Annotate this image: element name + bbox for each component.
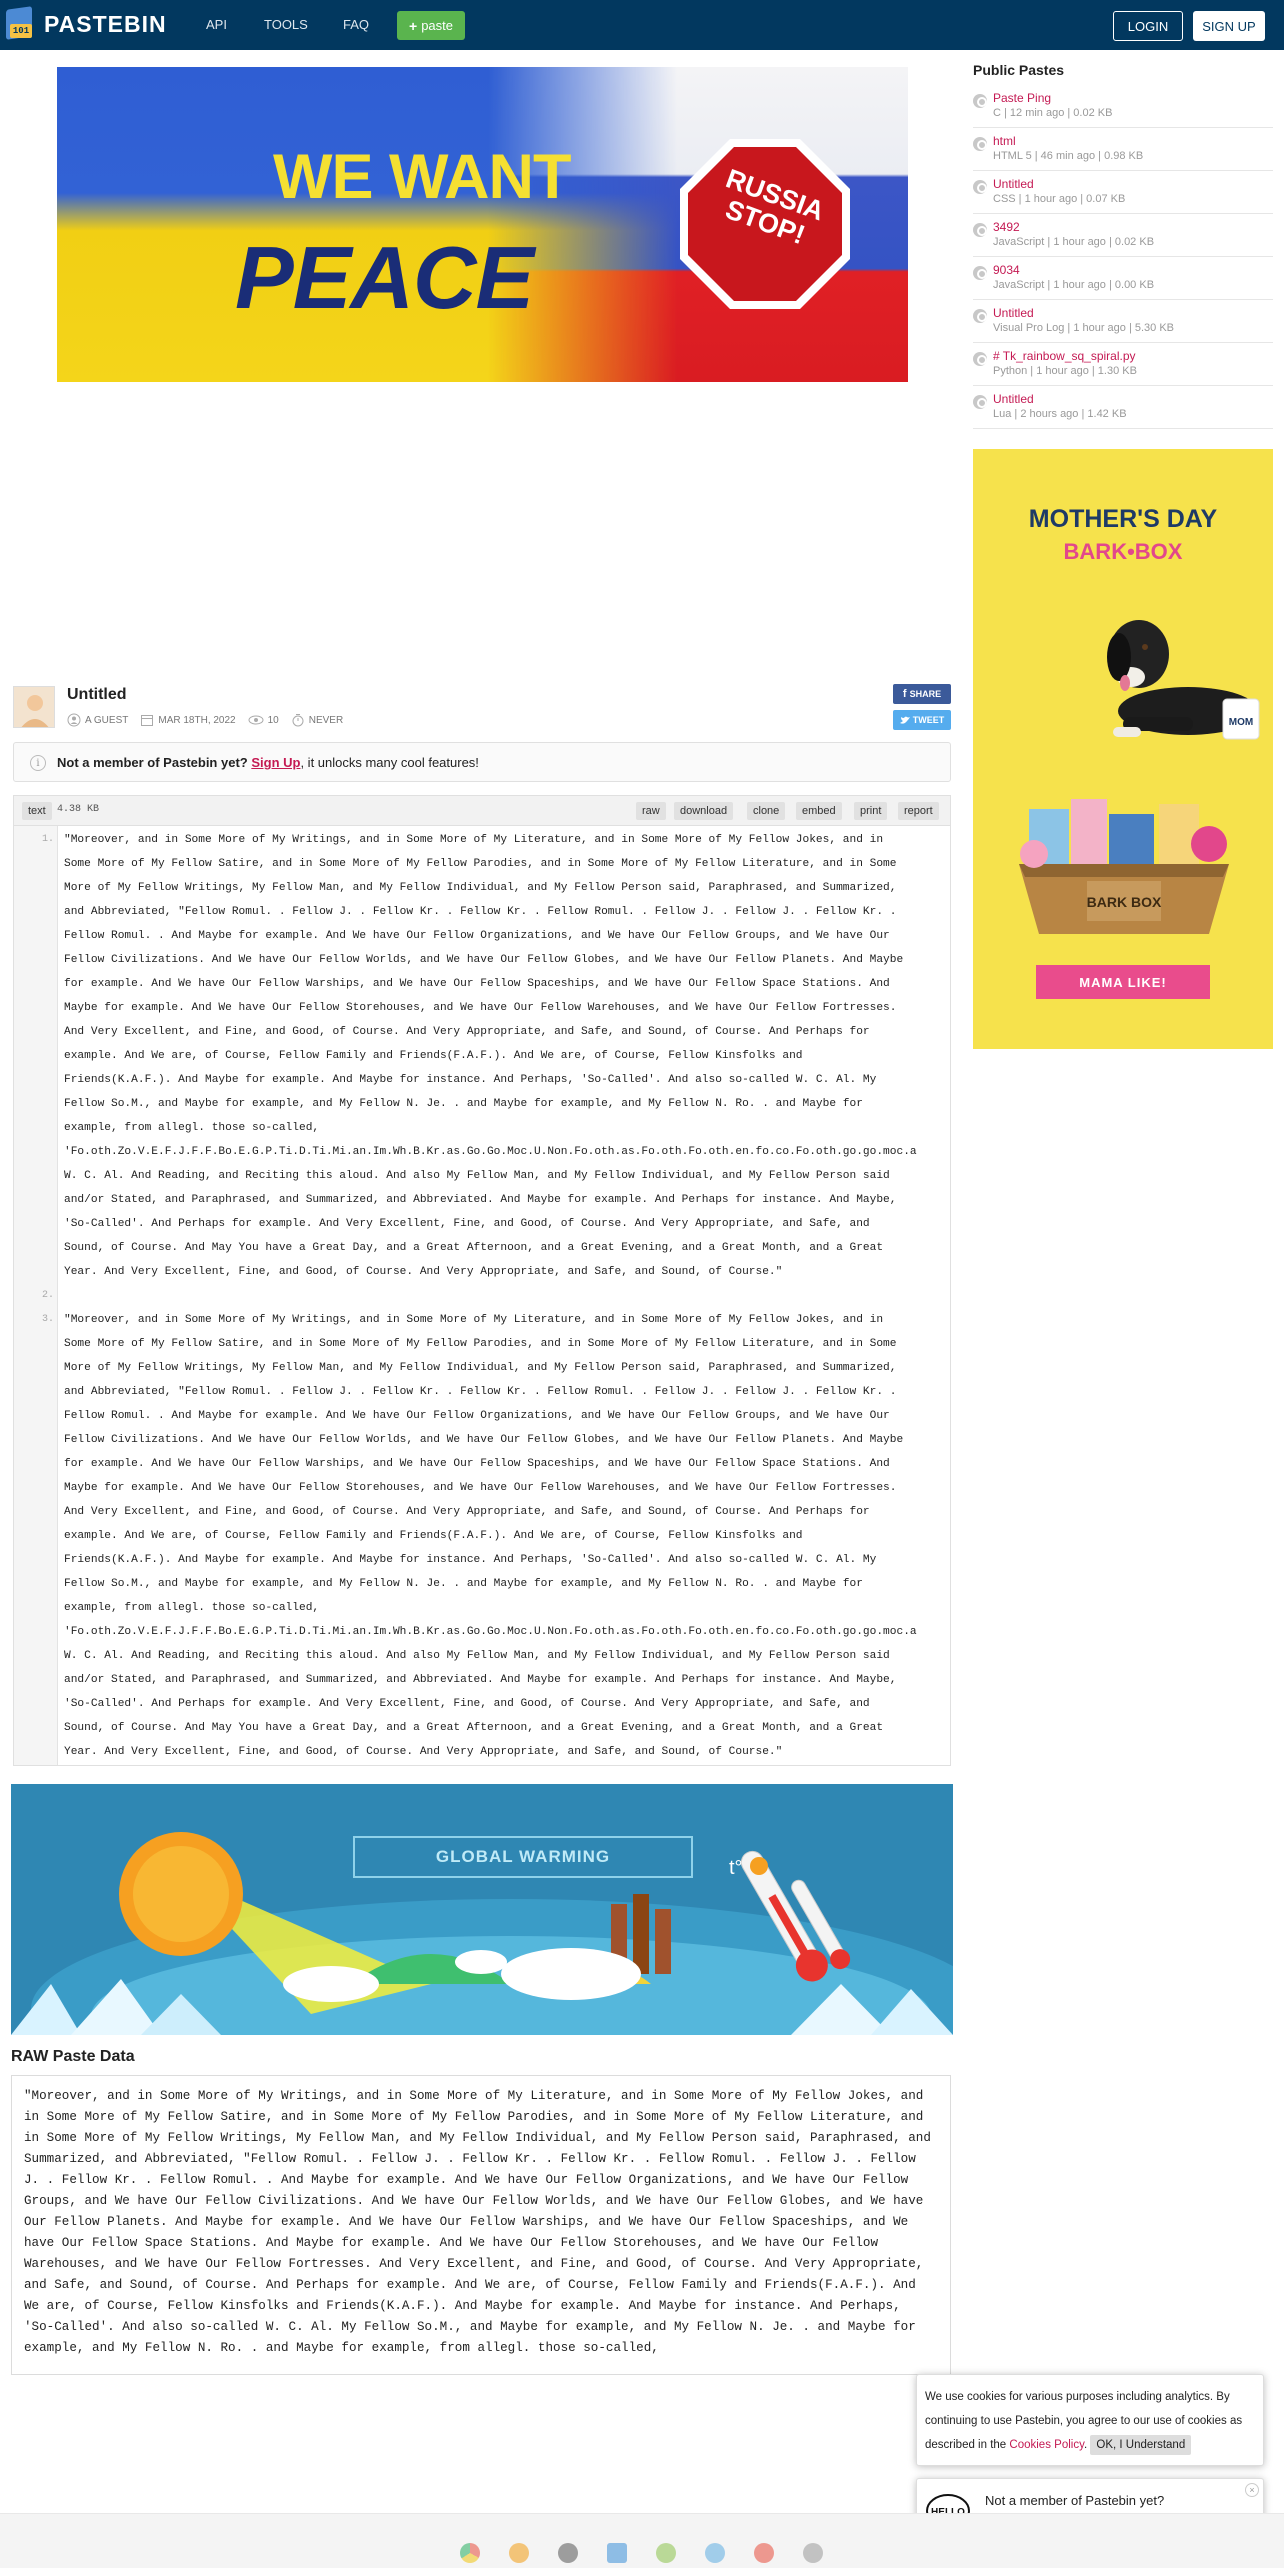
member-notice — [13, 742, 951, 782]
ad-brand: BARK•BOX — [1063, 539, 1183, 564]
code-line: Sound, of Course. And May You have a Great Day, and a Great Afternoon, and a Great Evening, and a Great Month, and a Great — [64, 1722, 884, 1734]
share-label: SHARE — [909, 689, 942, 699]
public-paste-title[interactable]: Untitled — [993, 306, 1034, 320]
clock-icon — [973, 266, 987, 280]
public-paste-title[interactable]: 9034 — [993, 263, 1020, 277]
windows-icon[interactable] — [607, 2543, 627, 2563]
logo-cube-icon — [4, 6, 36, 42]
code-line: for example. And We have Our Fellow Warships, and We have Our Fellow Spaceships, and We have Our Fellow Space Stations. And — [64, 978, 890, 990]
clock-icon — [973, 223, 987, 237]
macos-icon[interactable] — [705, 2543, 725, 2563]
public-paste-meta: Lua | 2 hours ago | 1.42 KB — [993, 408, 1127, 420]
code-line: and/or Stated, and Paraphrased, and Summarized, and Abbreviated. And Maybe for example. And Perhaps for instance. And Maybe, — [64, 1674, 897, 1686]
logo-cube-label: 101 — [10, 24, 32, 38]
clock-icon — [973, 352, 987, 366]
public-paste-title[interactable]: Untitled — [993, 392, 1034, 406]
code-line: Maybe for example. And We have Our Fellow Storehouses, and We have Our Fellow Warehouses, and We have Our Fellow Fortresses. — [64, 1002, 897, 1014]
banner-line-1: WE WANT — [273, 142, 571, 212]
code-line: Fellow So.M., and Maybe for example, and My Fellow N. Je. . and Maybe for example, and My Fellow N. Ro. . and Maybe for — [64, 1578, 863, 1590]
nav-faq-link[interactable]: FAQ — [343, 17, 370, 32]
calendar-icon — [140, 713, 154, 727]
code-line: And Very Excellent, and Fine, and Good, of Course. And Very Appropriate, and Safe, and Sound, of Course. And Perhaps for — [64, 1026, 870, 1038]
cookie-policy-link[interactable]: Cookies Policy — [1009, 2439, 1084, 2451]
code-line: Friends(K.A.F.). And Maybe for example. And Maybe for instance. And Perhaps, 'So-Called'. And also so-called W. C. Al. My — [64, 1554, 877, 1566]
public-paste-item[interactable] — [973, 217, 1273, 257]
public-paste-item[interactable] — [973, 88, 1273, 128]
expire-info — [291, 713, 343, 727]
public-paste-item[interactable] — [973, 260, 1273, 300]
paste-title: Untitled — [67, 686, 127, 703]
plus-icon: + — [409, 17, 418, 34]
clock-icon — [973, 180, 987, 194]
logo-text: PASTEBIN — [44, 10, 167, 37]
pastebin-logo[interactable] — [4, 6, 167, 42]
global-warming-label: GLOBAL WARMING — [353, 1836, 693, 1878]
clone-button[interactable]: clone — [747, 802, 785, 820]
tweet-label: TWEET — [912, 715, 945, 725]
public-paste-item[interactable] — [973, 131, 1273, 171]
public-paste-meta: HTML 5 | 46 min ago | 0.98 KB — [993, 150, 1144, 162]
syntax-format-tag[interactable]: text — [22, 802, 52, 820]
notice-signup-link[interactable]: Sign Up — [251, 755, 301, 770]
chrome-icon[interactable] — [460, 2543, 480, 2563]
dog-illustration — [1093, 599, 1273, 759]
code-line: example. And We are, of Course, Fellow Family and Friends(F.A.F.). And We are, of Course, Fellow Kinsfolks and — [64, 1050, 803, 1062]
code-line: example, from allegl. those so-called, — [64, 1122, 320, 1134]
peace-banner-ad[interactable] — [57, 67, 908, 382]
clock-icon[interactable] — [803, 2543, 823, 2563]
code-view[interactable] — [13, 825, 951, 1766]
banner-line-2: PEACE — [235, 228, 534, 327]
public-paste-title[interactable]: Untitled — [993, 177, 1034, 191]
member-popup-line1: Not a member of Pastebin yet? — [985, 2493, 1165, 2508]
code-line: and Abbreviated, "Fellow Romul. . Fellow J. . Fellow Kr. . Fellow Kr. . Fellow Romul. . Fellow J. . Fellow J. . Fellow Kr. . — [64, 1386, 897, 1398]
temperature-symbol: t° — [729, 1857, 743, 1879]
clock-icon — [973, 309, 987, 323]
stop-sign-text: RUSSIA STOP! — [721, 163, 829, 251]
facebook-icon: f — [902, 688, 907, 700]
ad-headline: MOTHER'S DAY — [1028, 505, 1218, 533]
guest-avatar — [13, 686, 55, 728]
line-number: 1. — [41, 834, 54, 845]
public-paste-meta: Python | 1 hour ago | 1.30 KB — [993, 365, 1137, 377]
basket-text: BARK BOX — [1086, 894, 1162, 910]
download-button[interactable]: download — [674, 802, 733, 820]
footer — [0, 2513, 1284, 2568]
line-number-gutter — [14, 826, 58, 1765]
mug-text: MOM — [1228, 717, 1254, 728]
code-line: Fellow Romul. . And Maybe for example. And We have Our Fellow Organizations, and We have Our Fellow Groups, and We have Our — [64, 930, 890, 942]
clock-icon — [973, 137, 987, 151]
code-line: Fellow Romul. . And Maybe for example. And We have Our Fellow Organizations, and We have Our Fellow Groups, and We have Our — [64, 1410, 890, 1422]
public-paste-item[interactable] — [973, 346, 1273, 386]
code-line: And Very Excellent, and Fine, and Good, of Course. And Very Appropriate, and Safe, and Sound, of Course. And Perhaps for — [64, 1506, 870, 1518]
code-line: More of My Fellow Writings, My Fellow Man, and My Fellow Individual, and My Fellow Person said, Paraphrased, and Summarized, — [64, 882, 897, 894]
code-line: and Abbreviated, "Fellow Romul. . Fellow J. . Fellow Kr. . Fellow Kr. . Fellow Romul. . Fellow J. . Fellow J. . Fellow Kr. . — [64, 906, 897, 918]
public-paste-meta: C | 12 min ago | 0.02 KB — [993, 107, 1113, 119]
global-warming-ad[interactable] — [11, 1784, 953, 2035]
print-button[interactable]: print — [854, 802, 887, 820]
code-line: example. And We are, of Course, Fellow Family and Friends(F.A.F.). And We are, of Course, Fellow Kinsfolks and — [64, 1530, 803, 1542]
nav-api-link[interactable]: API — [206, 17, 227, 32]
code-line: 'So-Called'. And Perhaps for example. And Very Excellent, Fine, and Good, of Course. And Very Appropriate, and Safe, and — [64, 1698, 870, 1710]
code-line: Fellow Civilizations. And We have Our Fellow Worlds, and We have Our Fellow Globes, and We have Our Fellow Planets. And Maybe — [64, 1434, 904, 1446]
code-line: W. C. Al. And Reading, and Reciting this aloud. And also My Fellow Man, and My Fellow Individual, and My Fellow Person said — [64, 1170, 890, 1182]
opera-icon[interactable] — [754, 2543, 774, 2563]
public-paste-item[interactable] — [973, 389, 1273, 429]
public-paste-item[interactable] — [973, 174, 1273, 214]
paste-meta — [67, 713, 355, 727]
code-line: Year. And Very Excellent, Fine, and Good, of Course. And Very Appropriate, and Safe, and Sound, of Course." — [64, 1266, 783, 1278]
code-line: Year. And Very Excellent, Fine, and Good, of Course. And Very Appropriate, and Safe, and Sound, of Course." — [64, 1746, 783, 1758]
cookie-text: We use cookies for various purposes including analytics. By continuing to use Pastebin, you agree to our use of cookies as described in the — [925, 2391, 1243, 2451]
code-toolbar — [13, 795, 951, 825]
view-count: 10 — [267, 714, 279, 726]
public-paste-meta: CSS | 1 hour ago | 0.07 KB — [993, 193, 1126, 205]
code-line: "Moreover, and in Some More of My Writings, and in Some More of My Literature, and in Some More of My Fellow Jokes, and in — [64, 834, 884, 846]
public-paste-title[interactable]: html — [993, 134, 1016, 148]
new-paste-label: paste — [421, 18, 453, 33]
global-warming-illustration — [11, 1784, 953, 2035]
code-line: Fellow So.M., and Maybe for example, and My Fellow N. Je. . and Maybe for example, and My Fellow N. Ro. . and Maybe for — [64, 1098, 863, 1110]
firefox-icon[interactable] — [509, 2543, 529, 2563]
notice-rest: , it unlocks many cool features! — [300, 755, 479, 770]
public-paste-meta: JavaScript | 1 hour ago | 0.00 KB — [993, 279, 1155, 291]
barkbox-ad[interactable] — [973, 449, 1273, 1049]
code-line: 'Fo.oth.Zo.V.E.F.J.F.F.Bo.E.G.P.Ti.D.Ti.Mi.an.Im.Wh.B.Kr.as.Go.Go.Moc.U.Non.Fo.oth.as.Fo.oth.Fo.oth.en.fo.co.Fo.oth.go.go.moc.a — [64, 1146, 917, 1158]
nav-tools-link[interactable]: TOOLS — [264, 17, 308, 32]
author-name: A GUEST — [85, 714, 129, 726]
code-line: Some More of My Fellow Satire, and in Some More of My Fellow Parodies, and in Some More of My Fellow Literature, and in Some — [64, 1338, 897, 1350]
code-line: Friends(K.A.F.). And Maybe for example. And Maybe for instance. And Perhaps, 'So-Called'. And also so-called W. C. Al. My — [64, 1074, 877, 1086]
user-icon — [67, 713, 81, 727]
user-avatar-icon — [14, 687, 55, 728]
clock-icon — [973, 395, 987, 409]
top-header — [0, 0, 1284, 50]
twitter-icon — [900, 716, 910, 725]
ad-cta-button[interactable]: MAMA LIKE! — [1036, 965, 1210, 999]
cookie-consent: We use cookies for various purposes including analytics. By continuing to use Pastebin, you agree to our use of cookies as described in the Cookies Policy. OK, I Understand — [916, 2374, 1264, 2466]
raw-paste-textarea[interactable]: "Moreover, and in Some More of My Writings, and in Some More of My Literature, and in Some More of My Fellow Jokes, and in Some More of My Fellow Satire, and in Some More of My Fellow Parodies, and in Some More of My Fellow Literature, and in Some More of My Fellow Writings, My Fellow Man, and My Fellow Individual, and My Fellow Person said, Paraphrased, and Summarized, and Abbreviated, "Fellow Romul. . Fellow J. . Fellow Kr. . Fellow Kr. . Fellow Romul. . Fellow J. . Fellow J. . Fellow Kr. . Fellow Romul. . And Maybe for example. And We have Our Fellow Organizations, and We have Our Fellow Groups, and We have Our Fellow Civilizations. And We have Our Fellow Worlds, and We have Our Fellow Globes, and We have Our Fellow Planets. And Maybe for example. And We have Our Fellow Warships, and We have Our Fellow Spaceships, and We have Our Fellow Space Stations. And Maybe for example. And We have Our Fellow Storehouses, and We have Our Fellow Warehouses, and We have Our Fellow Fortresses. And Very Excellent, and Fine, and Good, of Course. And Very Appropriate, and Safe, and Sound, of Course. And Perhaps for example. And We are, of Course, Fellow Family and Friends(F.A.F.). And We are, of Course, Fellow Kinsfolks and Friends(K.A.F.). And Maybe for example. And Maybe for instance. And Perhaps, 'So-Called'. And also so-called W. C. Al. My Fellow So.M., and Maybe for example, and My Fellow N. Je. . and Maybe for example, and My Fellow N. Ro. . and Maybe for example, from allegl. those so-called, — [11, 2075, 951, 2375]
public-pastes-title: Public Pastes — [973, 62, 1065, 78]
code-line: for example. And We have Our Fellow Warships, and We have Our Fellow Spaceships, and We have Our Fellow Space Stations. And — [64, 1458, 890, 1470]
android-icon[interactable] — [656, 2543, 676, 2563]
author-info[interactable] — [67, 713, 128, 727]
public-paste-title[interactable]: Paste Ping — [993, 91, 1052, 105]
paste-size: 4.38 KB — [57, 804, 100, 815]
report-button[interactable]: report — [898, 802, 939, 820]
code-line: Sound, of Course. And May You have a Great Day, and a Great Afternoon, and a Great Evening, and a Great Month, and a Great — [64, 1242, 884, 1254]
ios-icon[interactable] — [558, 2543, 578, 2563]
code-line: W. C. Al. And Reading, and Reciting this aloud. And also My Fellow Man, and My Fellow Individual, and My Fellow Person said — [64, 1650, 890, 1662]
close-icon[interactable]: × — [1245, 2483, 1259, 2497]
expire-value: NEVER — [308, 714, 344, 726]
eye-icon — [248, 713, 264, 727]
public-paste-item[interactable] — [973, 303, 1273, 343]
signup-button[interactable]: SIGN UP — [1193, 11, 1265, 41]
raw-paste-title: RAW Paste Data — [11, 2048, 135, 2065]
line-number: 3. — [41, 1314, 54, 1325]
cookie-accept-button[interactable]: OK, I Understand — [1090, 2435, 1191, 2455]
twitter-tweet-button[interactable] — [893, 710, 951, 730]
paste-date: MAR 18TH, 2022 — [158, 714, 236, 726]
member-notice-text — [57, 755, 479, 770]
code-line: Maybe for example. And We have Our Fellow Storehouses, and We have Our Fellow Warehouses, and We have Our Fellow Fortresses. — [64, 1482, 897, 1494]
gift-basket-illustration — [1009, 769, 1239, 939]
embed-button[interactable]: embed — [796, 802, 842, 820]
code-line: "Moreover, and in Some More of My Writings, and in Some More of My Literature, and in Some More of My Fellow Jokes, and in — [64, 1314, 884, 1326]
clock-icon — [973, 94, 987, 108]
facebook-share-button[interactable] — [893, 684, 951, 704]
code-line: Some More of My Fellow Satire, and in Some More of My Fellow Parodies, and in Some More of My Fellow Literature, and in Some — [64, 858, 897, 870]
public-paste-meta: JavaScript | 1 hour ago | 0.02 KB — [993, 236, 1155, 248]
info-icon: i — [30, 755, 46, 771]
code-line: example, from allegl. those so-called, — [64, 1602, 320, 1614]
code-line: 'Fo.oth.Zo.V.E.F.J.F.F.Bo.E.G.P.Ti.D.Ti.Mi.an.Im.Wh.B.Kr.as.Go.Go.Moc.U.Non.Fo.oth.as.Fo.oth.Fo.oth.en.fo.co.Fo.oth.go.go.moc.a — [64, 1626, 917, 1638]
code-line: More of My Fellow Writings, My Fellow Man, and My Fellow Individual, and My Fellow Person said, Paraphrased, and Summarized, — [64, 1362, 897, 1374]
raw-button[interactable]: raw — [636, 802, 666, 820]
code-line: and/or Stated, and Paraphrased, and Summarized, and Abbreviated. And Maybe for example. And Perhaps for instance. And Maybe, — [64, 1194, 897, 1206]
line-number: 2. — [41, 1290, 54, 1301]
code-line: 'So-Called'. And Perhaps for example. And Very Excellent, Fine, and Good, of Course. And Very Appropriate, and Safe, and — [64, 1218, 870, 1230]
public-paste-meta: Visual Pro Log | 1 hour ago | 5.30 KB — [993, 322, 1175, 334]
new-paste-button[interactable] — [397, 11, 465, 40]
public-paste-title[interactable]: # Tk_rainbow_sq_spiral.py — [993, 349, 1136, 363]
date-info — [140, 713, 235, 727]
notice-bold: Not a member of Pastebin yet? — [57, 755, 248, 770]
login-button[interactable]: LOGIN — [1113, 11, 1183, 41]
timer-icon — [291, 713, 305, 727]
public-paste-title[interactable]: 3492 — [993, 220, 1020, 234]
views-info — [248, 713, 279, 727]
code-line: Fellow Civilizations. And We have Our Fellow Worlds, and We have Our Fellow Globes, and We have Our Fellow Planets. And Maybe — [64, 954, 904, 966]
